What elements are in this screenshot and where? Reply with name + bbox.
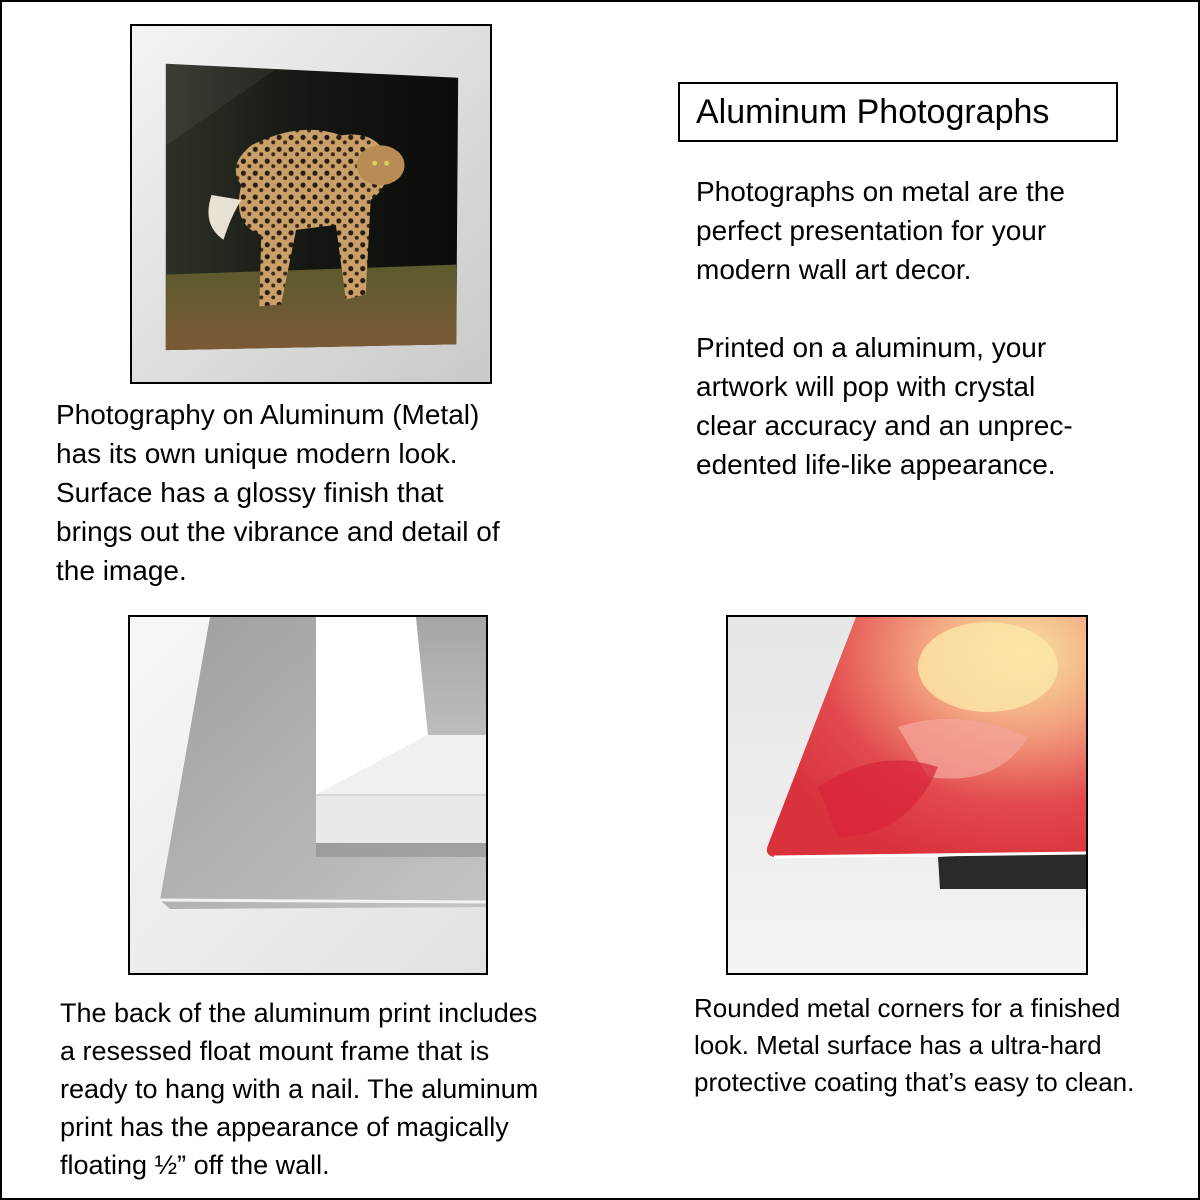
description-line: Photographs on metal are the — [696, 176, 1065, 207]
caption-glossy-finish — [56, 395, 500, 590]
caption-line: has its own unique modern look. — [56, 438, 458, 469]
aluminum-back-frame-photo — [128, 615, 488, 975]
rounded-corner-flower-photo — [726, 615, 1088, 975]
description-line: edented life-like appearance. — [696, 449, 1056, 480]
description-paragraph-1 — [696, 172, 1065, 289]
float-mount-illustration — [130, 617, 486, 973]
caption-line: the image. — [56, 555, 187, 586]
caption-line: ready to hang with a nail. The aluminum — [60, 1074, 539, 1104]
caption-line: brings out the vibrance and detail of — [56, 516, 500, 547]
caption-line: Rounded metal corners for a finished — [694, 993, 1121, 1023]
caption-float-mount — [60, 994, 538, 1184]
caption-line: print has the appearance of magically — [60, 1112, 509, 1142]
caption-line: floating ½” off the wall. — [60, 1150, 330, 1180]
caption-line: a resessed float mount frame that is — [60, 1036, 490, 1066]
description-line: Printed on a aluminum, your — [696, 332, 1047, 363]
leopard-metal-print-photo — [130, 24, 492, 384]
flower-print-illustration — [728, 617, 1086, 973]
leopard-illustration — [132, 26, 490, 382]
caption-rounded-corners — [694, 990, 1134, 1101]
caption-line: Photography on Aluminum (Metal) — [56, 399, 480, 430]
page-title: Aluminum Photographs — [678, 82, 1118, 142]
description-line: artwork will pop with crystal — [696, 371, 1036, 402]
caption-line: Surface has a glossy finish that — [56, 477, 444, 508]
caption-line: protective coating that’s easy to clean. — [694, 1067, 1135, 1097]
caption-line: look. Metal surface has a ultra-hard — [694, 1030, 1102, 1060]
description-paragraph-2 — [696, 328, 1073, 484]
description-line: clear accuracy and an unprec- — [696, 410, 1073, 441]
caption-line: The back of the aluminum print includes — [60, 998, 538, 1028]
description-line: modern wall art decor. — [696, 254, 972, 285]
description-line: perfect presentation for your — [696, 215, 1047, 246]
